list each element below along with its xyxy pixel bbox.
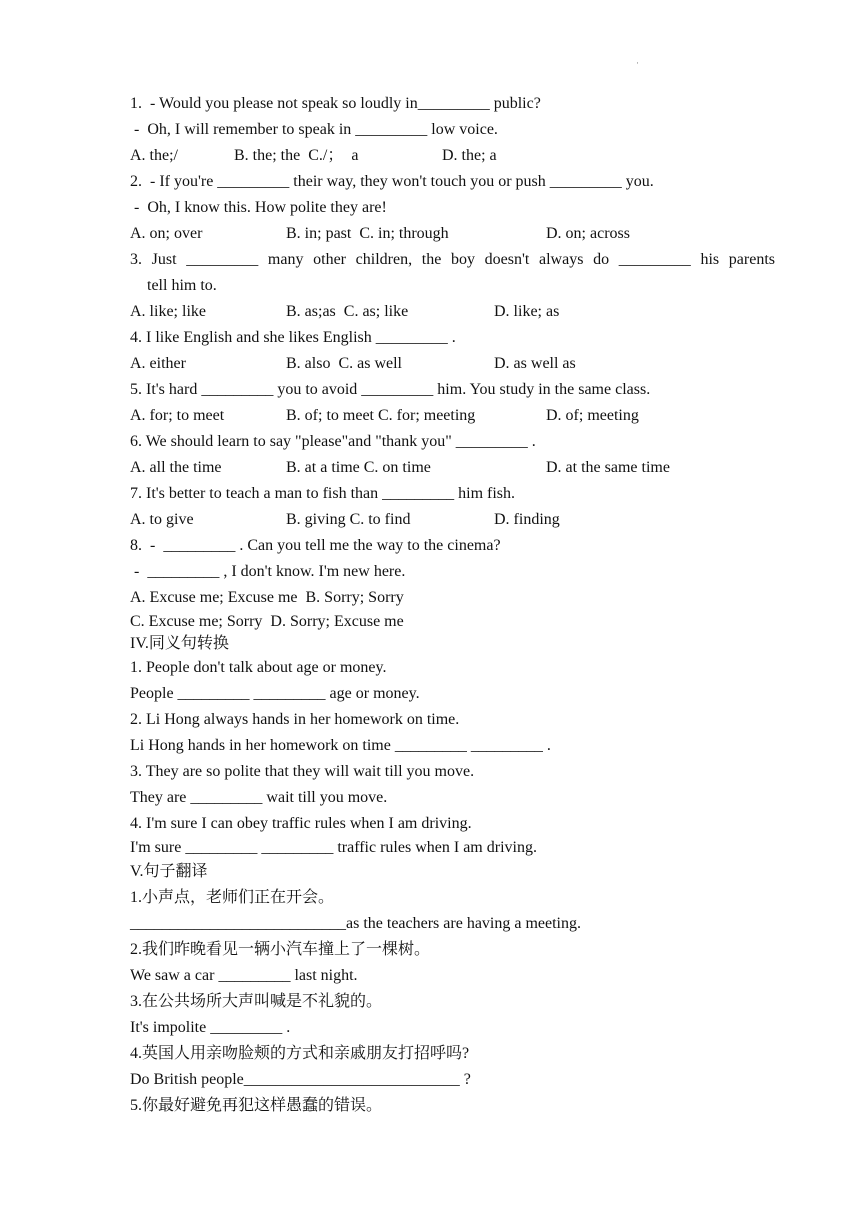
option-d: D. like; as bbox=[494, 303, 560, 320]
section-v-heading: V.句子翻译 bbox=[130, 863, 208, 880]
option-a: A. to give bbox=[130, 511, 194, 528]
translate-1-blank: ___________________________as the teachers are having a meeting. bbox=[130, 915, 581, 932]
translate-3-blank: It's impolite _________ . bbox=[130, 1019, 291, 1036]
option-a: A. either bbox=[130, 355, 186, 372]
question-2-options bbox=[130, 221, 775, 247]
option-a: A. for; to meet bbox=[130, 407, 225, 424]
question-5: 5. It's hard _________ you to avoid _________ him. You study in the same class. bbox=[130, 381, 651, 398]
question-2-response: - Oh, I know this. How polite they are! bbox=[130, 199, 387, 216]
rewrite-4-blank: I'm sure _________ _________ traffic rules when I am driving. bbox=[130, 839, 537, 856]
question-7-options bbox=[130, 507, 775, 533]
question-8: 8. - _________ . Can you tell me the way to the cinema? bbox=[130, 537, 501, 554]
question-7: 7. It's better to teach a man to fish than _________ him fish. bbox=[130, 485, 516, 502]
question-6: 6. We should learn to say "please"and "thank you" _________ . bbox=[130, 433, 536, 450]
rewrite-4-original: 4. I'm sure I can obey traffic rules when I am driving. bbox=[130, 815, 472, 832]
question-3-options bbox=[130, 299, 775, 325]
translate-1-chinese: 1.小声点，老师们正在开会。 bbox=[130, 889, 335, 906]
option-d: D. of; meeting bbox=[546, 407, 639, 424]
question-5-options bbox=[130, 403, 775, 429]
option-d: D. the; a bbox=[442, 147, 497, 164]
option-b-c: B. of; to meet C. for; meeting bbox=[286, 407, 476, 424]
rewrite-3-original: 3. They are so polite that they will wait till you move. bbox=[130, 763, 475, 780]
option-a: A. all the time bbox=[130, 459, 222, 476]
question-6-options bbox=[130, 455, 775, 481]
option-b-c: B. in; past C. in; through bbox=[286, 225, 449, 242]
exercise-content bbox=[130, 91, 775, 1119]
question-8-response: - _________ , I don't know. I'm new here. bbox=[130, 563, 406, 580]
option-b-c: B. at a time C. on time bbox=[286, 459, 431, 476]
option-d: D. as well as bbox=[494, 355, 576, 372]
option-a: A. the;/ bbox=[130, 147, 178, 164]
translate-2-chinese: 2.我们昨晚看见一辆小汽车撞上了一棵树。 bbox=[130, 941, 431, 958]
option-a: A. on; over bbox=[130, 225, 203, 242]
translate-4-blank: Do British people___________________________ ? bbox=[130, 1071, 471, 1088]
translate-2-blank: We saw a car _________ last night. bbox=[130, 967, 358, 984]
translate-3-chinese: 3.在公共场所大声叫喊是不礼貌的。 bbox=[130, 993, 383, 1010]
question-8-options-ab: A. Excuse me; Excuse me B. Sorry; Sorry bbox=[130, 589, 404, 606]
option-d: D. finding bbox=[494, 511, 560, 528]
rewrite-2-original: 2. Li Hong always hands in her homework on time. bbox=[130, 711, 460, 728]
question-8-options-cd: C. Excuse me; Sorry D. Sorry; Excuse me bbox=[130, 613, 404, 630]
option-b-c: B. the; the C./； a bbox=[234, 147, 359, 164]
section-iv-heading: IV.同义句转换 bbox=[130, 635, 229, 652]
rewrite-1-original: 1. People don't talk about age or money. bbox=[130, 659, 387, 676]
option-d: D. at the same time bbox=[546, 459, 670, 476]
question-3-continued: tell him to. bbox=[147, 277, 217, 294]
option-b-c: B. also C. as well bbox=[286, 355, 402, 372]
question-3: 3. Just _________ many other children, the boy doesn't always do _________ his parents bbox=[130, 251, 775, 268]
translate-5-chinese: 5.你最好避免再犯这样愚蠢的错误。 bbox=[130, 1097, 383, 1114]
option-d: D. on; across bbox=[546, 225, 630, 242]
question-2: 2. - If you're _________ their way, they won't touch you or push _________ you. bbox=[130, 173, 654, 190]
rewrite-1-blank: People _________ _________ age or money. bbox=[130, 685, 420, 702]
translate-4-chinese: 4.英国人用亲吻脸颊的方式和亲戚朋友打招呼吗? bbox=[130, 1045, 470, 1062]
page-mark: · bbox=[636, 58, 639, 68]
question-1-options bbox=[130, 143, 775, 169]
rewrite-2-blank: Li Hong hands in her homework on time _________ _________ . bbox=[130, 737, 551, 754]
question-4-options bbox=[130, 351, 775, 377]
option-a: A. like; like bbox=[130, 303, 206, 320]
rewrite-3-blank: They are _________ wait till you move. bbox=[130, 789, 388, 806]
option-b-c: B. giving C. to find bbox=[286, 511, 411, 528]
question-1: 1. - Would you please not speak so loudly in_________ public? bbox=[130, 95, 541, 112]
question-4: 4. I like English and she likes English _________ . bbox=[130, 329, 456, 346]
option-b-c: B. as;as C. as; like bbox=[286, 303, 409, 320]
question-1-response: - Oh, I will remember to speak in _________ low voice. bbox=[130, 121, 498, 138]
